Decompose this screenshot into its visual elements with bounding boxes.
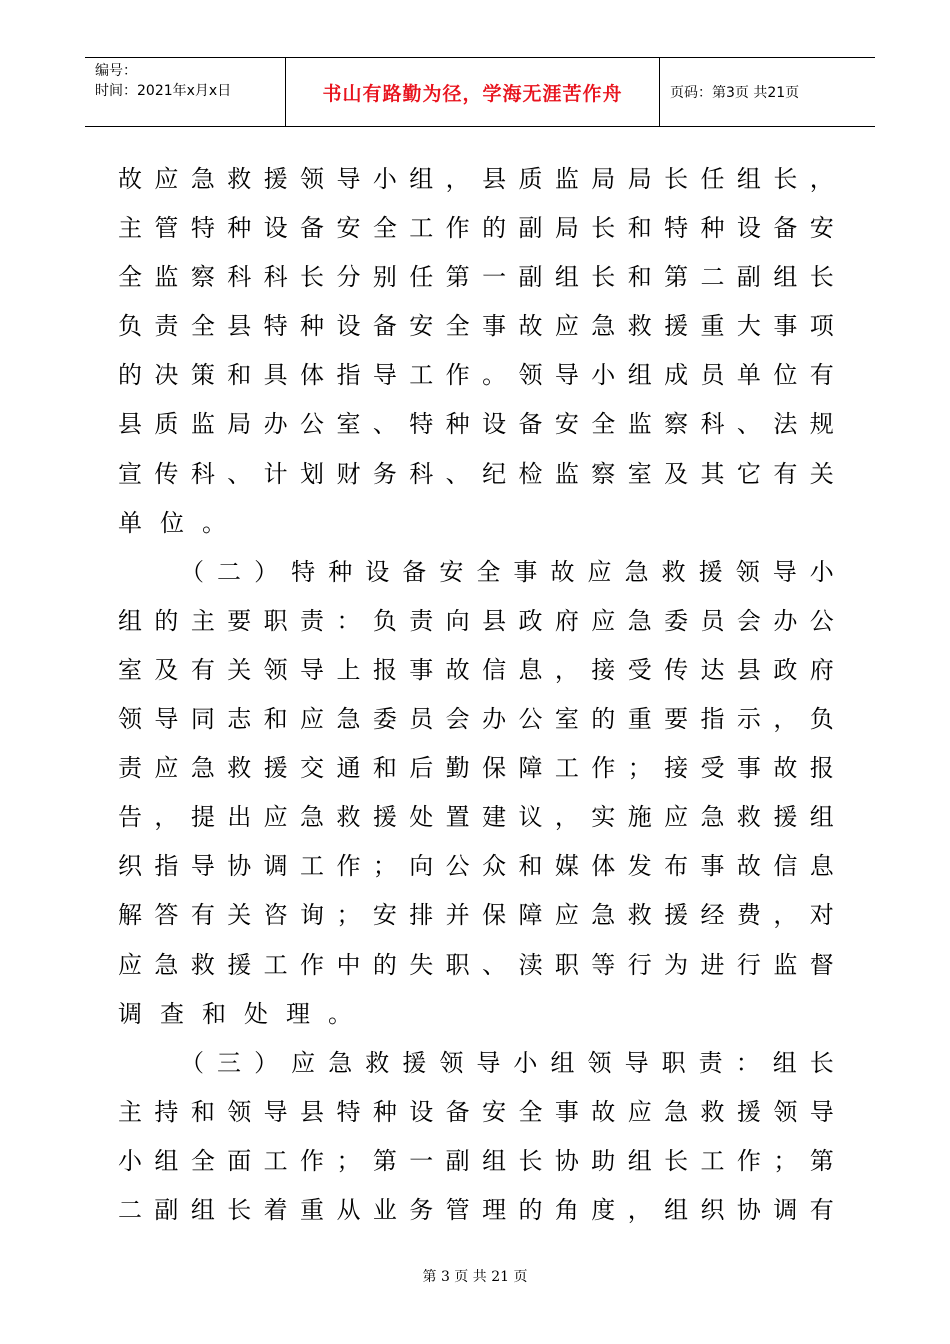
header-time-label: 时间：2021年x月x日	[95, 83, 232, 99]
header-motto: 书山有路勤为径，学海无涯苦作舟	[285, 58, 660, 126]
header-number-label: 编号：	[95, 63, 137, 79]
body-line: 组 的 主 要 职 责 ： 负 责 向 县 政 府 应 急 委 员 会 办 公	[118, 606, 834, 635]
body-line: 二 副 组 长 着 重 从 业 务 管 理 的 角 度 ， 组 织 协 调 有	[118, 1195, 834, 1224]
body-line: 全 监 察 科 科 长 分 别 任 第 一 副 组 长 和 第 二 副 组 长	[118, 263, 834, 292]
header-meta	[85, 58, 285, 126]
body-line: 小 组 全 面 工 作 ； 第 一 副 组 长 协 助 组 长 工 作 ； 第	[118, 1146, 834, 1175]
body-line: 主 管 特 种 设 备 安 全 工 作 的 副 局 长 和 特 种 设 备 安	[118, 214, 834, 243]
page-footer: 第 3 页 共 21 页	[422, 1269, 528, 1285]
body-line: （ 二 ） 特 种 设 备 安 全 事 故 应 急 救 援 领 导 小	[180, 557, 834, 586]
body-line: 解 答 有 关 咨 询 ； 安 排 并 保 障 应 急 救 援 经 费 ， 对	[118, 901, 834, 930]
body-line: 责 应 急 救 援 交 通 和 后 勤 保 障 工 作 ； 接 受 事 故 报	[118, 754, 834, 783]
body-line: 应 急 救 援 工 作 中 的 失 职 、 渎 职 等 行 为 进 行 监 督	[118, 950, 834, 979]
body-line: 室 及 有 关 领 导 上 报 事 故 信 息 ， 接 受 传 达 县 政 府	[118, 655, 834, 684]
body-line: 主 持 和 领 导 县 特 种 设 备 安 全 事 故 应 急 救 援 领 导	[118, 1097, 834, 1126]
body-line: 的 决 策 和 具 体 指 导 工 作 。 领 导 小 组 成 员 单 位 有	[118, 361, 834, 390]
body-line: 告 ， 提 出 应 急 救 援 处 置 建 议 ， 实 施 应 急 救 援 组	[118, 803, 834, 832]
body-line: 调 查 和 处 理 。	[118, 999, 352, 1028]
body-line: 负 责 全 县 特 种 设 备 安 全 事 故 应 急 救 援 重 大 事 项	[118, 312, 834, 341]
body-line: 县 质 监 局 办 公 室 、 特 种 设 备 安 全 监 察 科 、 法 规	[118, 410, 834, 439]
body-line: 故 应 急 救 援 领 导 小 组 ， 县 质 监 局 局 长 任 组 长 ，	[118, 165, 834, 193]
body-line: 领 导 同 志 和 应 急 委 员 会 办 公 室 的 重 要 指 示 ， 负	[118, 705, 834, 734]
body-line: （ 三 ） 应 急 救 援 领 导 小 组 领 导 职 责 ： 组 长	[180, 1048, 834, 1077]
body-line: 宣 传 科 、 计 划 财 务 科 、 纪 检 监 察 室 及 其 它 有 关	[118, 459, 834, 488]
header-page-info: 页码：第3页 共21页	[670, 85, 800, 101]
body-line: 单 位 。	[118, 508, 226, 537]
document-body	[118, 155, 834, 1235]
body-line: 织 指 导 协 调 工 作 ； 向 公 众 和 媒 体 发 布 事 故 信 息	[118, 852, 834, 881]
page-header	[85, 57, 875, 127]
